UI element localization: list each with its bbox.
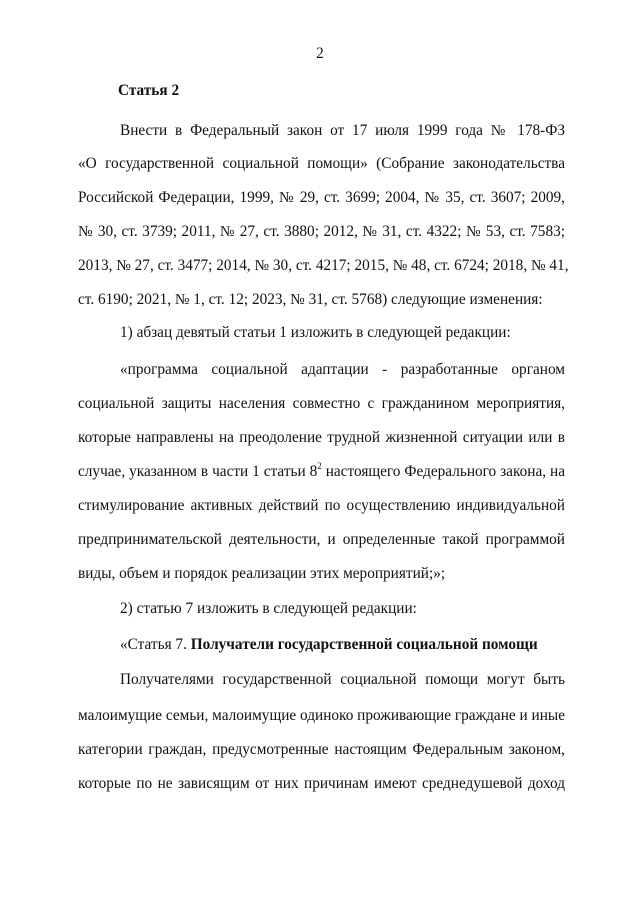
text-line — [120, 636, 565, 654]
text-line: которые направлены на преодоление трудной жизненной ситуации или в — [78, 429, 565, 446]
text-line — [78, 460, 565, 481]
text-line: 2013, № 27, ст. 3477; 2014, № 30, ст. 4217; 2015, № 48, ст. 6724; 2018, № 41, — [78, 257, 569, 274]
article-title: Статья 2 — [118, 82, 180, 99]
text-line: ст. 6190; 2021, № 1, ст. 12; 2023, № 31, ст. 5768) следующие изменения: — [78, 291, 543, 308]
text-line: стимулирование активных действий по осуществлению индивидуальной — [78, 497, 565, 514]
text-line: № 30, ст. 3739; 2011, № 27, ст. 3880; 2012, № 31, ст. 4322; № 53, ст. 7583; — [78, 223, 565, 240]
article-heading-bold: Получатели государственной социальной помощи — [190, 636, 538, 653]
text-line: категории граждан, предусмотренные настоящим Федеральным законом, — [78, 741, 565, 758]
text-line: 1) абзац девятый статьи 1 изложить в следующей редакции: — [120, 324, 511, 341]
text-segment: «Статья 7. — [120, 636, 191, 653]
text-line: «О государственной социальной помощи» (Собрание законодательства — [78, 155, 565, 172]
text-line: социальной защиты населения совместно с гражданином мероприятия, — [78, 395, 565, 412]
superscript: 2 — [317, 460, 322, 471]
text-line: виды, объем и порядок реализации этих мероприятий;»; — [78, 565, 446, 582]
text-segment: настоящего Федерального закона, на — [321, 463, 565, 480]
text-line: 2) статью 7 изложить в следующей редакции: — [120, 600, 417, 617]
text-line: которые по не зависящим от них причинам имеют среднедушевой доход — [78, 775, 565, 792]
text-line: Внести в Федеральный закон от 17 июля 1999 года № 178-ФЗ — [120, 122, 565, 139]
page-number: 2 — [316, 45, 324, 62]
text-line: Российской Федерации, 1999, № 29, ст. 3699; 2004, № 35, ст. 3607; 2009, — [78, 189, 565, 206]
text-line: предпринимательской деятельности, и определенные такой программой — [78, 531, 565, 548]
text-segment: случае, указанном в части 1 статьи 8 — [78, 463, 318, 480]
text-line: «программа социальной адаптации - разработанные органом — [120, 361, 565, 378]
text-line: Получателями государственной социальной помощи могут быть — [120, 671, 565, 688]
text-line: малоимущие семьи, малоимущие одиноко проживающие граждане и иные — [78, 707, 565, 724]
